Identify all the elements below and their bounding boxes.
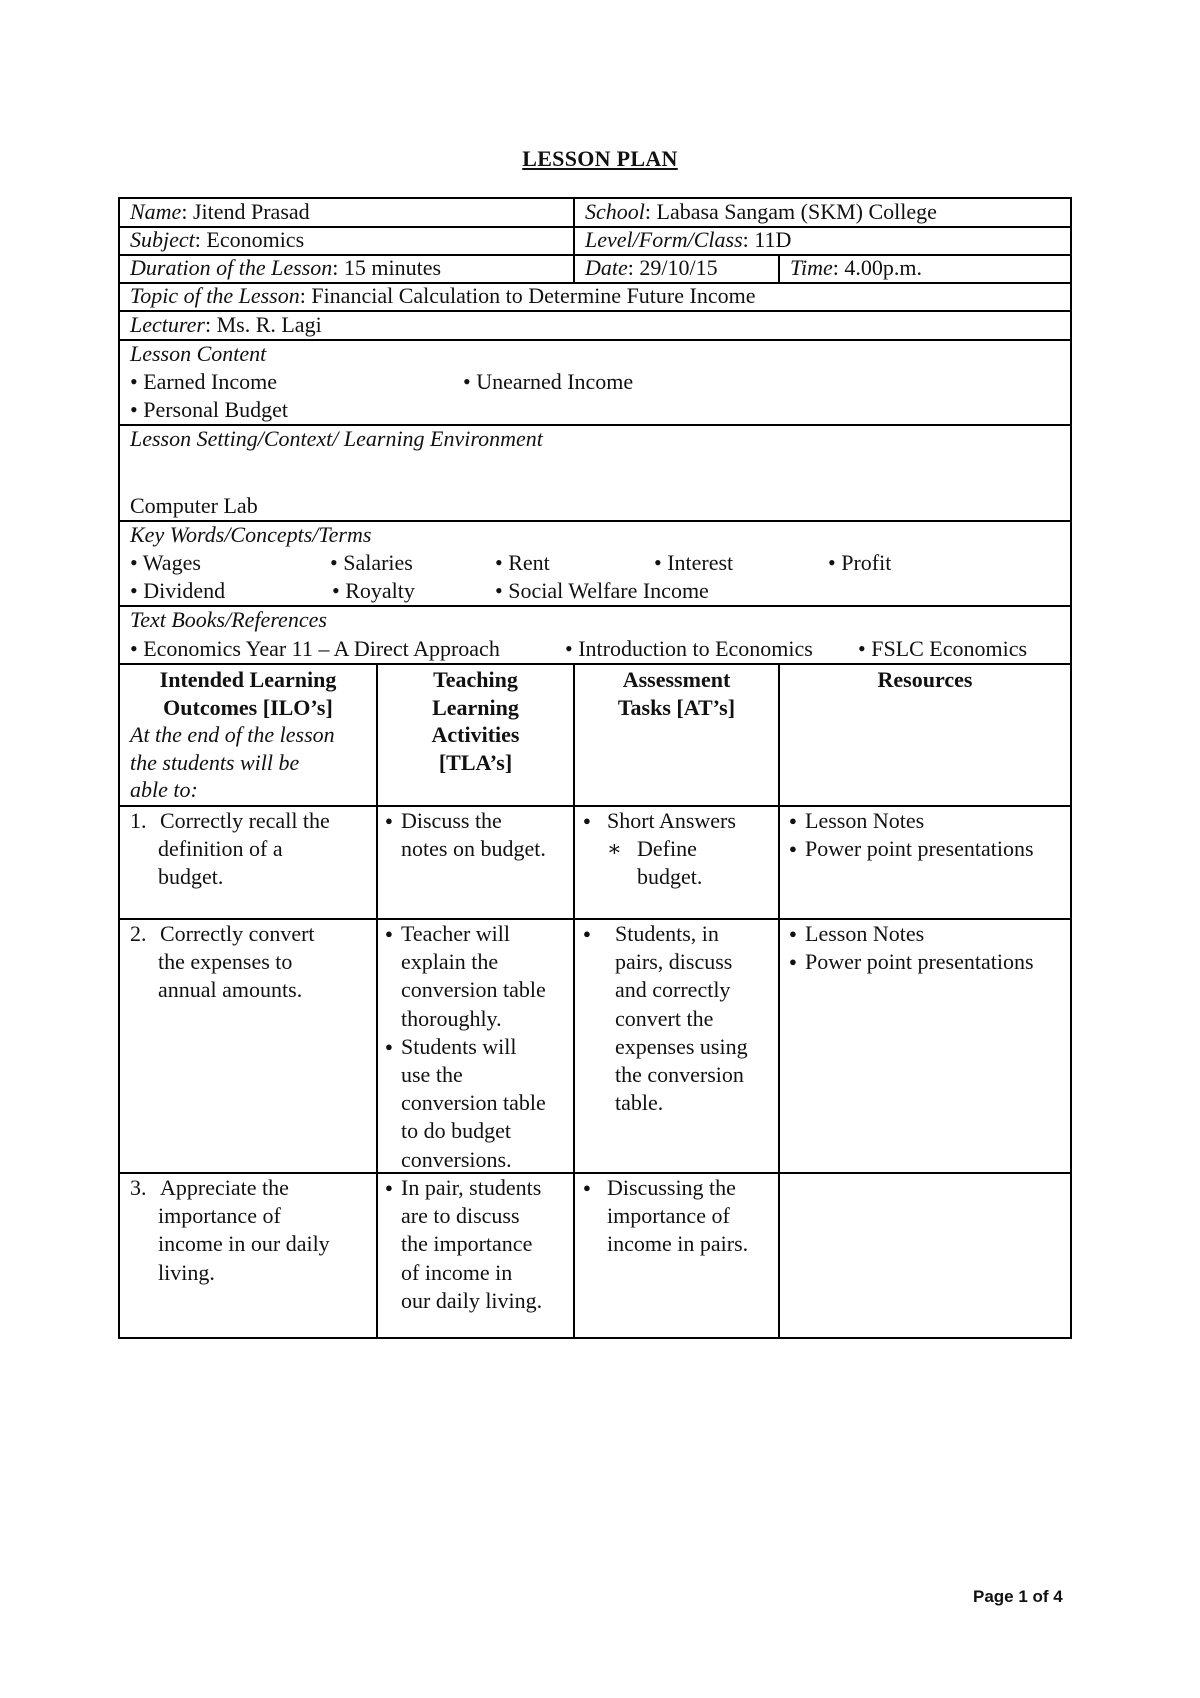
cell-line: definition of a	[158, 836, 283, 862]
at-column-header	[575, 666, 778, 721]
at-bullet	[583, 807, 773, 835]
key-words-heading-text: Key Words/Concepts/Terms	[130, 522, 372, 547]
tla-column-header	[378, 666, 573, 776]
name-value: : Jitend Prasad	[181, 199, 310, 224]
resources-cell	[789, 807, 1069, 863]
cell-line: ● Discussing the	[607, 1175, 736, 1200]
cell-line: pairs, discuss	[615, 949, 733, 975]
lecturer-value: : Ms. R. Lagi	[204, 312, 322, 337]
key-word: • Wages	[130, 550, 201, 575]
resource-item: ● Lesson Notes	[789, 920, 1069, 948]
header-line: Intended Learning	[159, 667, 337, 692]
subject-field	[130, 226, 304, 254]
header-line: [TLA’s]	[438, 749, 513, 775]
tla-cell	[385, 920, 570, 1174]
note-line: the students will be	[130, 749, 300, 775]
lesson-setting-heading-text: Lesson Setting/Context/ Learning Environment	[130, 426, 543, 451]
reference-item: • Economics Year 11 – A Direct Approach	[130, 636, 500, 661]
column-divider	[573, 198, 575, 282]
header-line: Learning	[432, 694, 519, 720]
lesson-content-heading-text: Lesson Content	[130, 341, 267, 366]
ilo-cell	[130, 1174, 370, 1287]
topic-value: : Financial Calculation to Determine Future Income	[299, 283, 756, 308]
cell-line: ● Teacher will	[401, 921, 511, 946]
reference-item: • Introduction to Economics	[565, 636, 813, 661]
date-label: Date	[585, 255, 628, 280]
cell-line: ● Discuss the	[401, 808, 502, 833]
cell-line: Correctly recall the	[160, 808, 330, 833]
lesson-setting-heading	[130, 425, 543, 453]
cell-line: and correctly	[615, 977, 731, 1003]
header-line: Outcomes [ILO’s]	[163, 694, 333, 720]
at-bullet	[583, 1174, 773, 1259]
level-label: Level/Form/Class	[585, 227, 743, 252]
tla-cell	[385, 1174, 570, 1315]
at-cell	[583, 1174, 773, 1259]
column-divider	[778, 663, 780, 1338]
asterisk-icon: ∗	[607, 836, 622, 862]
column-divider	[778, 254, 780, 282]
header-line: Tasks [AT’s]	[617, 694, 736, 720]
document-title: LESSON PLAN	[522, 146, 678, 171]
cell-line: conversion table	[401, 1090, 546, 1116]
duration-label: Duration of the Lesson	[130, 255, 333, 280]
tla-cell	[385, 807, 570, 863]
at-cell	[583, 920, 773, 1117]
cell-line: table.	[615, 1090, 664, 1116]
name-field	[130, 198, 310, 226]
header-line: Resources	[877, 667, 973, 692]
ilo-note	[120, 721, 376, 804]
cell-line: ● Short Answers	[607, 808, 736, 833]
key-word: • Royalty	[332, 578, 415, 603]
cell-line: use the	[401, 1062, 463, 1088]
row-divider	[118, 663, 1072, 665]
cell-line: ● Students, in	[615, 921, 719, 946]
school-label: School	[585, 199, 645, 224]
cell-line: conversions.	[401, 1146, 512, 1172]
lesson-setting-value: Computer Lab	[130, 493, 258, 518]
key-word: • Rent	[495, 550, 550, 575]
lecturer-label: Lecturer	[130, 312, 205, 337]
cell-line: Appreciate the	[160, 1175, 289, 1200]
key-word: • Interest	[654, 550, 734, 575]
tla-bullet	[385, 920, 570, 1033]
cell-line: importance of	[607, 1203, 730, 1229]
cell-line: income in pairs.	[607, 1231, 749, 1257]
topic-field	[130, 282, 755, 310]
tla-bullet	[385, 1174, 570, 1315]
row-number: 3.	[130, 1175, 147, 1200]
school-field	[585, 198, 937, 226]
ilo-column-header	[120, 666, 376, 804]
key-words-heading	[130, 521, 371, 549]
subject-value: : Economics	[194, 227, 305, 252]
cell-line: conversion table	[401, 977, 546, 1003]
cell-line: the importance	[401, 1231, 533, 1257]
resources-cell	[789, 920, 1069, 976]
header-line: Teaching	[433, 667, 518, 692]
tla-bullet	[385, 1033, 570, 1174]
name-label: Name	[130, 199, 182, 224]
key-word: • Dividend	[130, 578, 226, 603]
at-sub-bullet	[583, 835, 773, 891]
cell-line: ● Students will	[401, 1033, 517, 1059]
key-word: • Social Welfare Income	[495, 578, 709, 603]
at-cell	[583, 807, 773, 892]
resource-item: ● Power point presentations	[789, 835, 1069, 863]
cell-line: budget.	[158, 864, 224, 890]
lesson-content-item: • Personal Budget	[130, 397, 289, 422]
resources-column-header	[780, 666, 1070, 694]
level-value: : 11D	[742, 227, 792, 252]
resource-item: ● Power point presentations	[789, 948, 1069, 976]
ilo-cell	[130, 807, 370, 892]
row-number: 2.	[130, 921, 147, 946]
at-bullet	[583, 920, 773, 1117]
note-line: able to:	[130, 777, 198, 802]
duration-value: : 15 minutes	[332, 255, 442, 280]
ilo-cell	[130, 920, 370, 1005]
cell-line: convert the	[615, 1005, 714, 1031]
cell-line: Correctly convert	[160, 921, 315, 946]
cell-line: ● In pair, students	[401, 1175, 542, 1200]
row-number: 1.	[130, 808, 147, 833]
lesson-content-item: • Unearned Income	[463, 369, 634, 394]
references-heading	[130, 606, 327, 634]
cell-line: importance of	[158, 1203, 281, 1229]
lesson-content-heading	[130, 340, 266, 368]
cell-line: to do budget	[401, 1118, 511, 1144]
reference-item: • FSLC Economics	[858, 636, 1028, 661]
lesson-content-item: • Earned Income	[130, 369, 277, 394]
tla-bullet	[385, 807, 570, 863]
duration-field	[130, 254, 441, 282]
header-line: Activities	[431, 722, 520, 747]
topic-label: Topic of the Lesson	[130, 283, 300, 308]
cell-line: thoroughly.	[401, 1005, 502, 1031]
column-divider	[573, 663, 575, 1338]
subject-label: Subject	[130, 227, 195, 252]
cell-line: are to discuss	[401, 1203, 520, 1229]
header-line: Assessment	[622, 667, 731, 692]
cell-line: annual amounts.	[158, 977, 303, 1003]
references-heading-text: Text Books/References	[130, 607, 327, 632]
cell-line: expenses using	[615, 1033, 748, 1059]
page-number: Page 1 of 4	[973, 1587, 1063, 1606]
date-value: : 29/10/15	[627, 255, 718, 280]
cell-line: the conversion	[615, 1062, 744, 1088]
cell-line: Define	[637, 836, 697, 862]
cell-line: income in our daily	[158, 1231, 330, 1257]
cell-line: living.	[158, 1259, 215, 1285]
resource-item: ● Lesson Notes	[789, 807, 1069, 835]
key-word: • Salaries	[330, 550, 413, 575]
lecturer-field	[130, 311, 322, 339]
school-value: : Labasa Sangam (SKM) College	[644, 199, 937, 224]
time-field	[790, 254, 922, 282]
cell-line: of income in	[401, 1259, 513, 1285]
cell-line: explain the	[401, 949, 499, 975]
time-label: Time	[790, 255, 833, 280]
date-field	[585, 254, 718, 282]
time-value: : 4.00p.m.	[832, 255, 923, 280]
cell-line: our daily living.	[401, 1287, 543, 1313]
key-word: • Profit	[828, 550, 892, 575]
cell-line: notes on budget.	[401, 836, 546, 862]
level-field	[585, 226, 791, 254]
cell-line: budget.	[637, 864, 703, 890]
cell-line: the expenses to	[158, 949, 293, 975]
note-line: At the end of the lesson	[130, 722, 335, 747]
